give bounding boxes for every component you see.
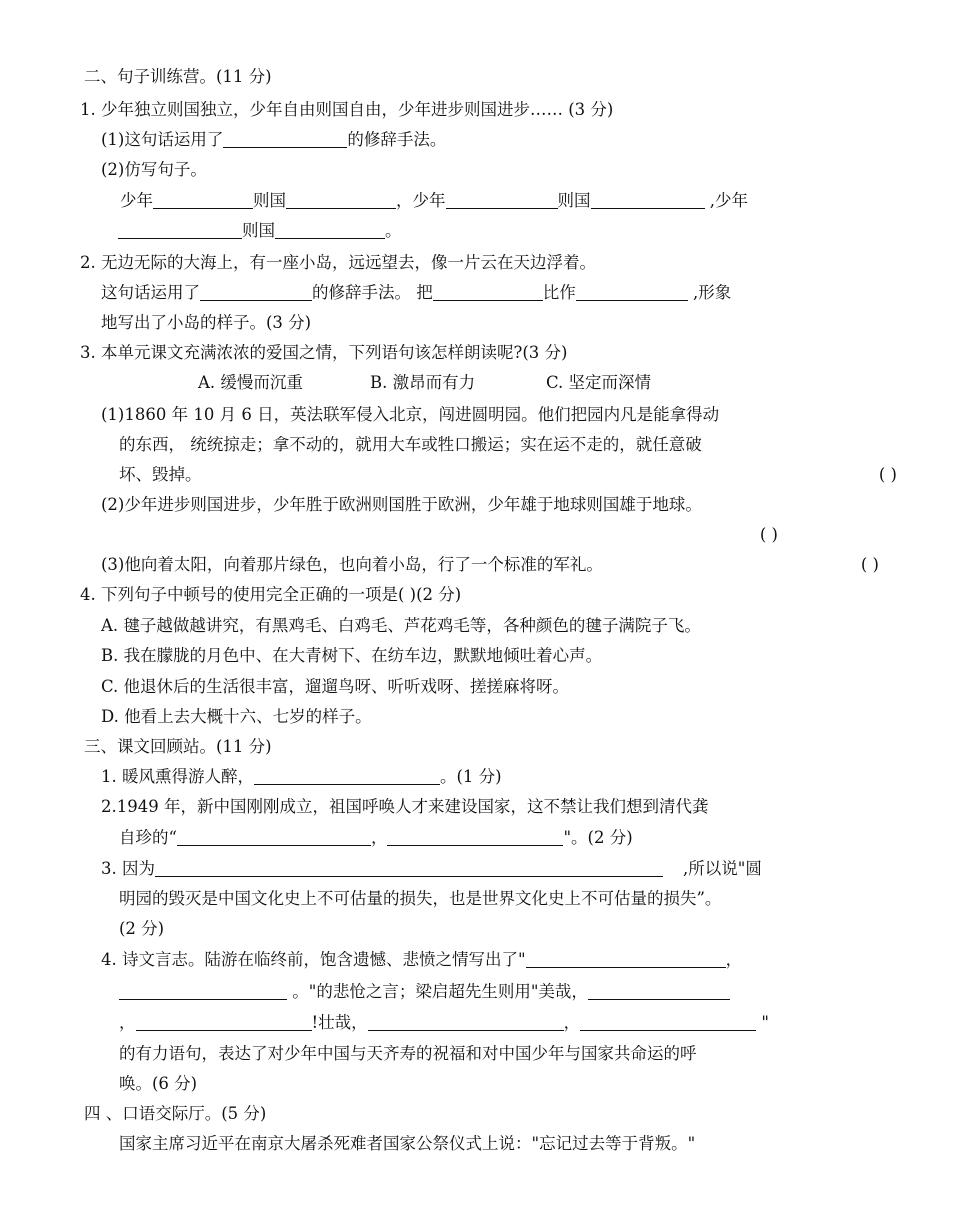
q2-stem: 2. 无边无际的大海上，有一座小岛，远远望去，像一片云在天边浮着。 xyxy=(80,253,596,272)
q3-option-c: C. 坚定而深情 xyxy=(546,373,652,392)
q1-part1: (1)这句话运用了 的修辞手法。 xyxy=(101,130,447,149)
answer-blank[interactable] xyxy=(223,128,347,148)
q3-stem: 3. 本单元课文充满浓浓的爱国之情，下列语句该怎样朗读呢?(3 分) xyxy=(80,343,568,362)
q4-option-a: A. 毽子越做越讲究，有黑鸡毛、白鸡毛、芦花鸡毛等，各种颜色的毽子满院子飞。 xyxy=(101,616,701,635)
q3-option-b: B. 激昂而有力 xyxy=(370,373,476,392)
q3-options xyxy=(0,368,860,398)
answer-blank[interactable] xyxy=(119,980,287,1000)
s3-q2-line2: 自珍的“ ， "。(2 分) xyxy=(119,828,633,847)
section-4-heading: 四 、口语交际厅。(5 分) xyxy=(84,1104,267,1123)
answer-blank[interactable] xyxy=(588,980,730,1000)
answer-parentheses[interactable]: ( ) xyxy=(860,555,879,574)
section-3-heading: 三、课文回顾站。(11 分) xyxy=(84,737,272,756)
s3-q4-line4: 的有力语句，表达了对少年中国与天齐寿的祝福和对中国少年与国家共命运的呼 xyxy=(119,1044,697,1063)
s3-q1: 1. 暖风熏得游人醉， 。(1 分) xyxy=(101,767,502,786)
q4-option-c: C. 他退休后的生活很丰富，遛遛鸟呀、听听戏呀、搓搓麻将呀。 xyxy=(101,677,570,696)
answer-blank[interactable] xyxy=(446,189,558,209)
answer-blank[interactable] xyxy=(155,857,663,877)
q1-imitation-line-2: 则国 。 xyxy=(0,216,978,246)
s3-q4-line1: 4. 诗文言志。陆游在临终前，饱含遗憾、悲愤之情写出了" ， xyxy=(101,950,743,969)
s3-q3-line2: 明园的毁灭是中国文化史上不可估量的损失，也是世界文化史上不可估量的损失”。 xyxy=(119,889,722,908)
s3-q3-line3: (2 分) xyxy=(119,919,165,938)
answer-parentheses[interactable]: ( ) xyxy=(878,465,897,484)
q3-sentence-1-line-3: 坏、毁掉。 ( ) xyxy=(0,460,979,490)
section-2-heading: 二、句子训练营。(11 分) xyxy=(84,67,272,86)
s4-line1: 国家主席习近平在南京大屠杀死难者国家公祭仪式上说："忘记过去等于背叛。" xyxy=(119,1134,696,1153)
s3-q2-line1: 2.1949 年，新中国刚刚成立，祖国呼唤人才来建设国家，这不禁让我们想到清代龚 xyxy=(101,797,709,816)
answer-blank[interactable] xyxy=(526,948,726,968)
answer-blank[interactable] xyxy=(254,765,440,785)
q3-sentence-1-line-1: (1)1860 年 10 月 6 日，英法联军侵入北京，闯进圆明园。他们把园内凡是能拿得动 xyxy=(101,405,720,424)
q3-sentence-2-answer xyxy=(0,520,860,550)
q3-sentence-2: (2)少年进步则国进步，少年胜于欧洲则国胜于欧洲，少年雄于地球则国雄于地球。 xyxy=(101,495,702,514)
q4-option-d: D. 他看上去大概十六、七岁的样子。 xyxy=(101,707,372,726)
answer-blank[interactable] xyxy=(200,281,312,301)
q1-stem: 1. 少年独立则国独立，少年自由则国自由，少年进步则国进步…… (3 分) xyxy=(80,100,614,119)
answer-blank[interactable] xyxy=(153,189,253,209)
answer-blank[interactable] xyxy=(433,281,543,301)
s3-q4-line5: 唤。(6 分) xyxy=(119,1074,198,1093)
q2-line3: 地写出了小岛的样子。(3 分) xyxy=(101,313,312,332)
answer-blank[interactable] xyxy=(275,219,385,239)
answer-blank[interactable] xyxy=(118,219,242,239)
answer-blank[interactable] xyxy=(136,1011,312,1031)
s3-q3-line1: 3. 因为 ,所以说"圆 xyxy=(101,859,762,878)
q2-line2: 这句话运用了 的修辞手法。 把 比作 ,形象 xyxy=(101,283,732,302)
answer-blank[interactable] xyxy=(177,826,371,846)
answer-blank[interactable] xyxy=(368,1011,564,1031)
answer-blank[interactable] xyxy=(576,281,688,301)
q4-stem: 4. 下列句子中顿号的使用完全正确的一项是( )(2 分) xyxy=(80,585,462,604)
q1-imitation-line-1: 少年 则国 ，少年 则国 ,少年 xyxy=(120,191,748,210)
q1-part2-label: (2)仿写句子。 xyxy=(101,160,207,179)
s3-q4-line2: 。"的悲怆之言；梁启超先生则用"美哉， xyxy=(0,977,979,1007)
answer-parentheses[interactable]: ( ) xyxy=(759,525,778,544)
q3-sentence-1-line-2: 的东西， 统统掠走；拿不动的，就用大车或牲口搬运；实在运不走的，就任意破 xyxy=(119,435,702,454)
s3-q4-line3: ， !壮哉， ， " xyxy=(119,1013,769,1032)
q3-sentence-3: (3)他向着太阳，向着那片绿色，也向着小岛，行了一个标准的军礼。 ( ) xyxy=(0,550,961,580)
q3-option-a: A. 缓慢而沉重 xyxy=(198,373,303,392)
answer-blank[interactable] xyxy=(286,189,396,209)
answer-blank[interactable] xyxy=(580,1011,756,1031)
answer-blank[interactable] xyxy=(591,189,705,209)
answer-blank[interactable] xyxy=(387,826,563,846)
q4-option-b: B. 我在朦胧的月色中、在大青树下、在纺车边，默默地倾吐着心声。 xyxy=(101,646,603,665)
